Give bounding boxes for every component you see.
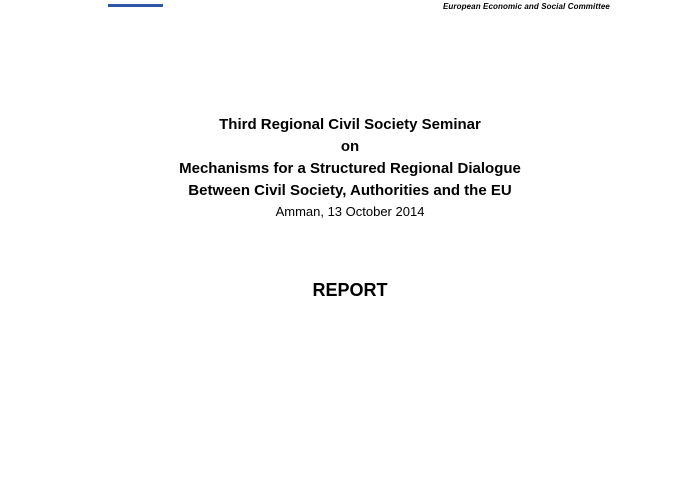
title-line-2: on bbox=[340, 138, 360, 155]
title-line-3: Mechanisms for a Structured Regional Dialogue bbox=[179, 160, 521, 177]
title-line-4: Between Civil Society, Authorities and the EU bbox=[188, 182, 512, 199]
title-line-1: Third Regional Civil Society Seminar bbox=[219, 116, 481, 133]
eesc-logo bbox=[108, 4, 163, 7]
committee-name: European Economic and Social Committee bbox=[443, 2, 610, 11]
report-heading: REPORT bbox=[312, 280, 388, 300]
place-date: Amman, 13 October 2014 bbox=[275, 204, 425, 219]
title-block bbox=[0, 114, 700, 221]
